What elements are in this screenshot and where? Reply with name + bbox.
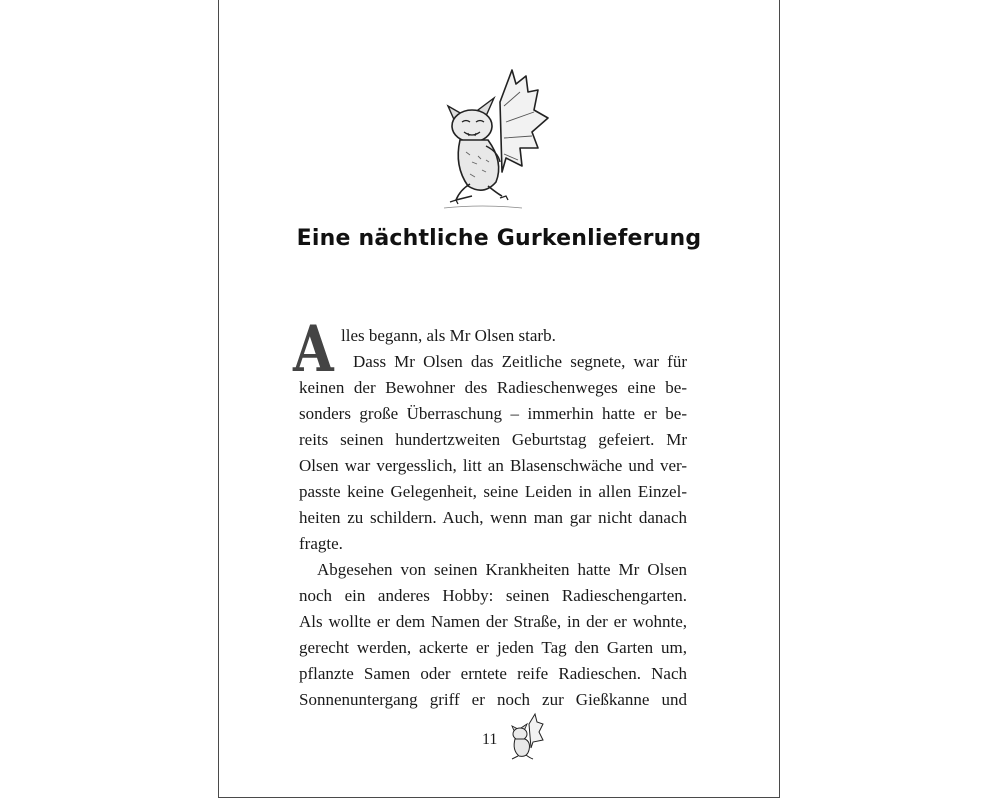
- text-line: noch ein anderes Hobby: seinen Radieschengarten.: [299, 586, 687, 605]
- page-number: 11: [482, 731, 498, 748]
- text-line: Abgesehen von seinen Krankheiten hatte Mr Olsen: [317, 560, 687, 579]
- bat-illustration-icon: [442, 62, 552, 212]
- book-page: [218, 0, 780, 798]
- text-line: lles begann, als Mr Olsen starb.: [341, 326, 556, 345]
- text-line: keinen der Bewohner des Radieschenweges eine be-: [299, 378, 687, 397]
- text-line: sonders große Überraschung – immerhin hatte er be-: [299, 404, 687, 423]
- text-line: reits seinen hundertzweiten Geburtstag gefeiert. Mr: [299, 430, 687, 449]
- text-line: gerecht werden, ackerte er jeden Tag den Garten um,: [299, 638, 687, 657]
- text-line: Dass Mr Olsen das Zeitliche segnete, war für: [353, 352, 687, 371]
- page-footer: [219, 712, 779, 772]
- text-line: passte keine Gelegenheit, seine Leiden in allen Einzel-: [299, 482, 687, 501]
- text-line: heiten zu schildern. Auch, wenn man gar nicht danach: [299, 508, 687, 527]
- chapter-title: Eine nächtliche Gurkenlieferung: [296, 226, 702, 251]
- small-bat-illustration-icon: [509, 712, 545, 760]
- text-line: Als wollte er dem Namen der Straße, in der er wohnte,: [299, 612, 687, 631]
- text-line: pflanzte Samen oder erntete reife Radieschen. Nach: [299, 664, 687, 683]
- text-line: Sonnenuntergang griff er noch zur Gießkanne und: [299, 690, 687, 709]
- drop-cap: A: [293, 312, 334, 387]
- text-line: Olsen war vergesslich, litt an Blasenschwäche und ver-: [299, 456, 687, 475]
- body-text: [293, 312, 687, 713]
- text-line: fragte.: [299, 534, 343, 553]
